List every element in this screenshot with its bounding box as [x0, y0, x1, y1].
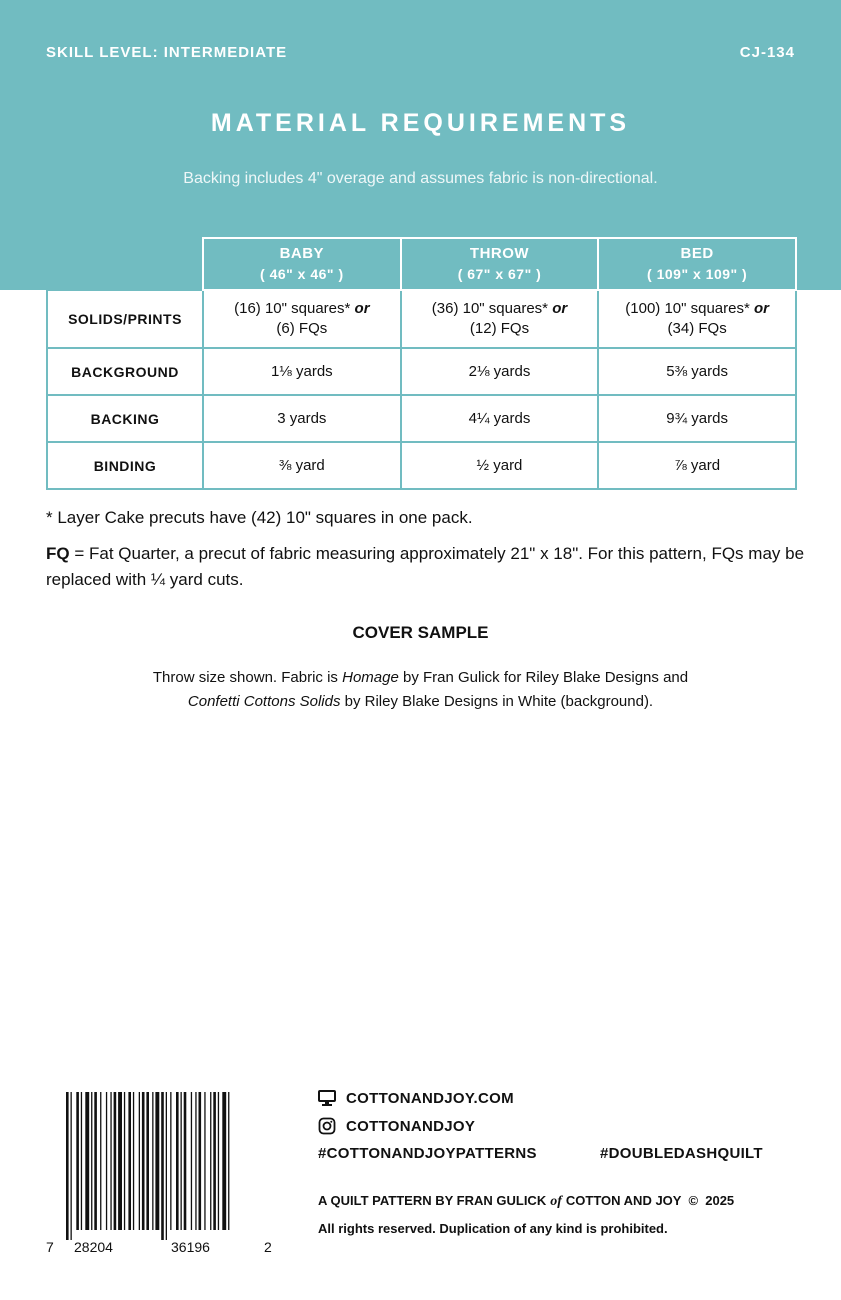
cover-text-part: by Riley Blake Designs in White (background). [340, 693, 654, 710]
fq-note [46, 541, 806, 593]
fabric-name: Homage [342, 669, 399, 686]
table-row [47, 348, 796, 395]
cell-or: or [552, 300, 568, 317]
barcode-bar [133, 1092, 134, 1230]
skill-level: SKILL LEVEL: INTERMEDIATE [46, 44, 288, 61]
cover-sample-text [0, 666, 841, 714]
barcode-bar [110, 1092, 111, 1230]
cell-text: (36) 10" squares* [431, 300, 549, 317]
barcode-bar [128, 1092, 131, 1230]
cell-text: (100) 10" squares* [625, 300, 750, 317]
barcode-digit-last: 2 [264, 1239, 272, 1255]
cell-text: (34) FQs [667, 320, 727, 337]
barcode-bar [81, 1092, 82, 1230]
table-cell: ⅞ yard [598, 442, 796, 489]
column-header-bed [598, 238, 796, 290]
barcode-bar [166, 1092, 167, 1240]
column-header-baby [203, 238, 401, 290]
barcode-bar [66, 1092, 69, 1240]
website-label: COTTONANDJOY.COM [346, 1089, 514, 1107]
barcode-bar [114, 1092, 117, 1230]
table-cell: 5⅜ yards [598, 348, 796, 395]
barcode-bar [199, 1092, 202, 1230]
row-label: BACKGROUND [47, 348, 203, 395]
table-cell: ⅜ yard [203, 442, 401, 489]
table-row [47, 395, 796, 442]
column-name: BED [680, 245, 714, 262]
column-size: ( 46" x 46" ) [260, 266, 344, 282]
barcode-bar [100, 1092, 101, 1230]
cover-sample-title: COVER SAMPLE [352, 623, 489, 642]
column-name: BABY [279, 245, 325, 262]
cell-text: (12) FQs [469, 320, 530, 337]
fq-term: FQ [46, 544, 70, 563]
page-title: MATERIAL REQUIREMENTS [210, 109, 631, 137]
table-row [47, 442, 796, 489]
website-link[interactable] [318, 1089, 514, 1107]
barcode-bar [139, 1092, 140, 1230]
barcode-bar [161, 1092, 164, 1240]
barcode-bar [146, 1092, 149, 1230]
column-size: ( 109" x 109" ) [647, 266, 748, 282]
row-label: SOLIDS/PRINTS [47, 290, 203, 348]
table-cell: 3 yards [203, 395, 401, 442]
computer-icon [318, 1089, 336, 1107]
barcode-bar [91, 1092, 92, 1230]
barcode-bar [210, 1092, 211, 1230]
barcode-bar [170, 1092, 171, 1230]
cell-text: (16) 10" squares* [234, 300, 351, 317]
table-cell [203, 290, 401, 348]
hashtag-patterns: #COTTONANDJOYPATTERNS [318, 1145, 537, 1162]
rights-notice: All rights reserved. Duplication of any kind is prohibited. [318, 1221, 668, 1236]
hashtag-quilt: #DOUBLEDASHQUILT [600, 1145, 763, 1162]
table-row [47, 290, 796, 348]
barcode-bar [85, 1092, 89, 1230]
row-label: BINDING [47, 442, 203, 489]
fq-definition: = Fat Quarter, a precut of fabric measuring approximately 21" x 18". For this pattern, FQs may be replaced with ¼ yard cuts. [46, 544, 805, 589]
barcode-bar [155, 1092, 159, 1230]
barcode-bar [142, 1092, 145, 1230]
instagram-icon [318, 1117, 336, 1135]
barcode-bar [184, 1092, 187, 1230]
table-cell [598, 290, 796, 348]
column-name: THROW [469, 245, 530, 262]
barcode-bar [218, 1092, 219, 1230]
table-cell [401, 290, 599, 348]
table-cell: ½ yard [401, 442, 599, 489]
barcode-bar [152, 1092, 153, 1230]
cover-text-part: Throw size shown. Fabric is [152, 669, 343, 686]
barcode-bar [222, 1092, 226, 1230]
barcode-bar [94, 1092, 97, 1230]
barcode-bar [176, 1092, 179, 1230]
barcode-bar [106, 1092, 107, 1230]
layer-cake-note: * Layer Cake precuts have (42) 10" squares in one pack. [46, 508, 473, 527]
pattern-code: CJ-134 [739, 44, 795, 61]
barcode-bar [195, 1092, 196, 1230]
table-header-row [47, 238, 796, 290]
column-size: ( 67" x 67" ) [457, 266, 542, 282]
table-cell: 9¾ yards [598, 395, 796, 442]
barcode-bar [213, 1092, 216, 1230]
credit-text: COTTON AND JOY © 2025 [565, 1193, 735, 1208]
instagram-label: COTTONANDJOY [346, 1117, 476, 1135]
column-header-throw [401, 238, 599, 290]
table-corner [47, 238, 203, 290]
cell-text: (6) FQs [276, 320, 328, 337]
barcode-bar [124, 1092, 125, 1230]
barcode-bar [228, 1092, 229, 1230]
table-cell: 4¼ yards [401, 395, 599, 442]
credit-text: A QUILT PATTERN BY FRAN GULICK [318, 1193, 547, 1208]
barcode-bar [76, 1092, 79, 1230]
fabric-name: Confetti Cottons Solids [187, 693, 341, 710]
barcode-group-2: 36196 [171, 1239, 210, 1255]
barcode-digit-first: 7 [46, 1239, 54, 1255]
cell-or: or [354, 300, 370, 317]
barcode [46, 1092, 276, 1260]
barcode-group-1: 28204 [74, 1239, 113, 1255]
requirements-table [46, 237, 797, 490]
cell-or: or [754, 300, 770, 317]
barcode-bar [204, 1092, 205, 1230]
barcode-bar [71, 1092, 72, 1240]
row-label: BACKING [47, 395, 203, 442]
barcode-bar [191, 1092, 192, 1230]
credit-of: of [550, 1194, 562, 1209]
barcode-bar [118, 1092, 122, 1230]
pattern-credit [318, 1193, 734, 1210]
cover-text-part: by Fran Gulick for Riley Blake Designs and [398, 669, 689, 686]
barcode-bar [181, 1092, 182, 1230]
page-subtitle: Backing includes 4" overage and assumes fabric is non-directional. [183, 170, 658, 187]
table-cell: 1⅛ yards [203, 348, 401, 395]
table-cell: 2⅛ yards [401, 348, 599, 395]
instagram-link[interactable] [318, 1117, 475, 1135]
